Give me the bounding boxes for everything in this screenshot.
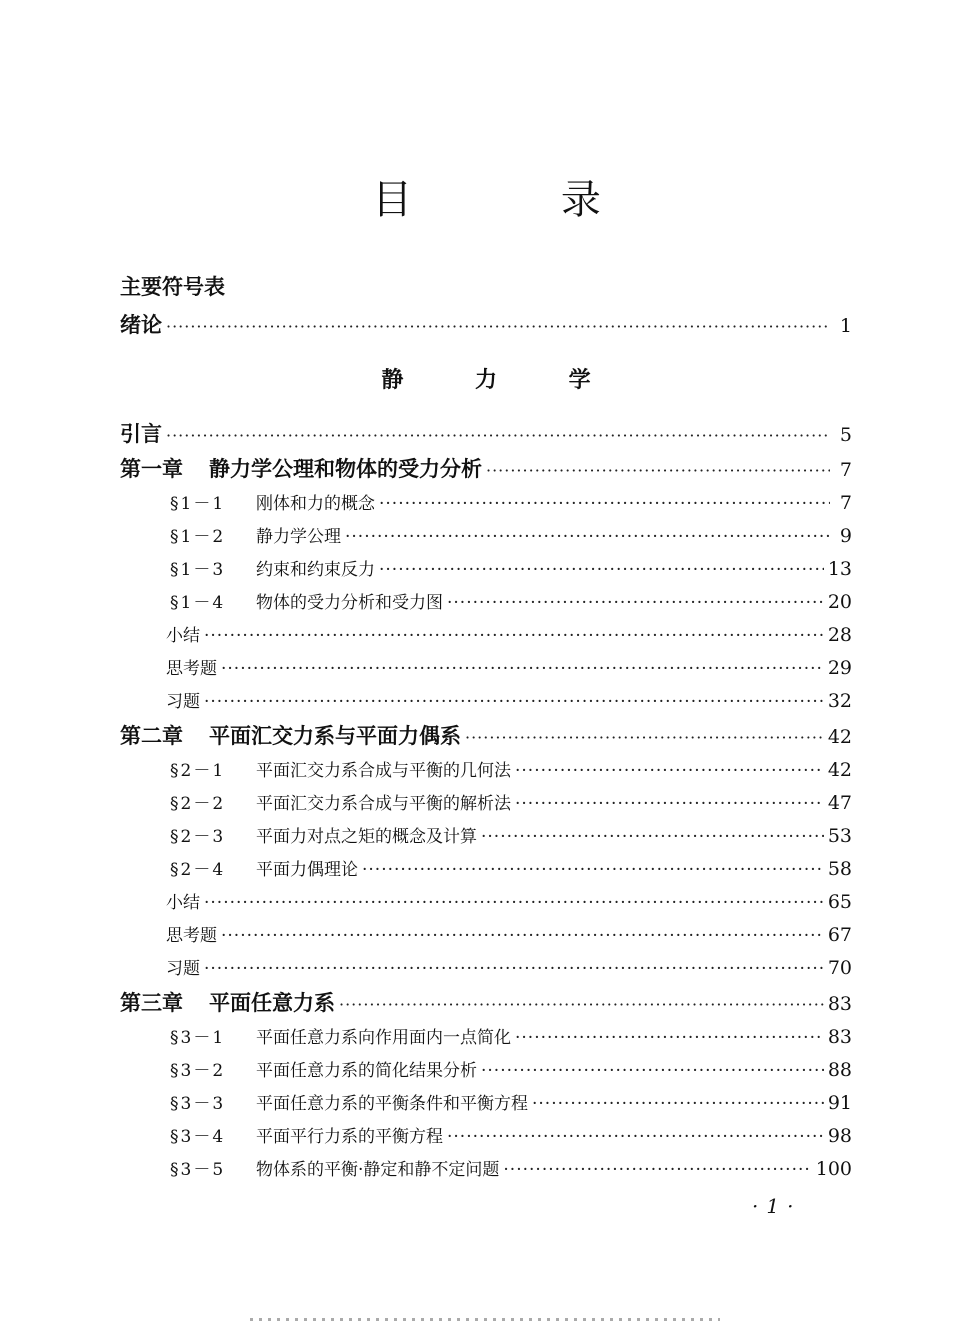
leader-dots	[204, 620, 824, 653]
toc-page-number: 53	[827, 825, 852, 847]
toc-sub-entry[interactable]	[120, 652, 852, 685]
toc-page-number: 9	[839, 525, 852, 547]
toc-section-heading	[170, 1088, 528, 1121]
toc-chapter-number: 第一章	[120, 457, 183, 481]
leader-dots	[204, 686, 824, 719]
toc-preface[interactable]	[120, 306, 852, 344]
toc-section-number: §3－1	[170, 1028, 226, 1048]
toc-sub-entry[interactable]	[120, 952, 852, 985]
toc-entry-label: 思考题	[166, 926, 217, 946]
toc-section-number: §1－1	[170, 494, 226, 514]
toc-entry-label: 小结	[166, 626, 200, 646]
leader-dots	[166, 419, 830, 452]
toc-chapter-title: 平面汇交力系与平面力偶系	[209, 724, 461, 748]
toc-sub-entry[interactable]	[120, 685, 852, 718]
toc-sub-entry[interactable]	[120, 619, 852, 652]
toc-section-title: 平面任意力系的简化结果分析	[256, 1061, 477, 1081]
leader-dots	[447, 1121, 824, 1154]
toc-entry-label: 习题	[166, 959, 200, 979]
toc-section[interactable]	[120, 853, 852, 886]
toc-section-title: 平面汇交力系合成与平衡的解析法	[256, 794, 511, 814]
toc-section-title: 物体系的平衡·静定和静不定问题	[256, 1160, 500, 1180]
toc-section[interactable]	[120, 1120, 852, 1153]
toc-section-number: §1－2	[170, 527, 226, 547]
toc-section-heading	[170, 1121, 443, 1154]
toc-page-number: 28	[827, 624, 852, 646]
toc-section-heading	[170, 1022, 511, 1055]
leader-dots	[379, 554, 824, 587]
toc-page-number: 13	[827, 558, 852, 580]
toc-page-number: 83	[827, 1026, 852, 1048]
toc-entry-label: 引言	[120, 422, 162, 446]
toc-section-title: 平面力对点之矩的概念及计算	[256, 827, 477, 847]
toc-intro[interactable]	[120, 418, 852, 451]
toc-section-title: 约束和约束反力	[256, 560, 375, 580]
toc-chapter[interactable]	[120, 451, 852, 487]
leader-dots	[481, 821, 824, 854]
toc-entry-label: 思考题	[166, 659, 217, 679]
toc-section-heading	[170, 1154, 499, 1187]
toc-section-heading	[170, 488, 375, 521]
leader-dots	[481, 1055, 824, 1088]
part-heading: 静 力 学	[381, 368, 623, 393]
toc-page-number: 58	[827, 858, 852, 880]
toc-section-heading	[170, 521, 341, 554]
toc-section-number: §3－4	[170, 1127, 226, 1147]
toc-chapter-number: 第三章	[120, 991, 183, 1015]
toc-section-number: §2－3	[170, 827, 226, 847]
toc-entry-label: 习题	[166, 692, 200, 712]
toc-section[interactable]	[120, 553, 852, 586]
leader-dots	[447, 587, 824, 620]
toc-page-number: 20	[827, 591, 852, 613]
toc-section-heading	[170, 755, 511, 788]
toc-section-heading	[170, 587, 443, 620]
leader-dots	[221, 920, 824, 953]
toc-page-number: 47	[827, 792, 852, 814]
toc-page-number: 100	[815, 1158, 852, 1180]
toc-page-number: 42	[827, 759, 852, 781]
toc-section-title: 平面力偶理论	[256, 860, 358, 880]
scan-artifact	[250, 1318, 720, 1321]
toc-section[interactable]	[120, 487, 852, 520]
toc-section[interactable]	[120, 586, 852, 619]
toc-section-heading	[170, 821, 477, 854]
leader-dots	[204, 887, 824, 920]
toc-section-number: §3－2	[170, 1061, 226, 1081]
chapter-list	[120, 451, 852, 1186]
leader-dots	[515, 1022, 824, 1055]
toc-section-number: §1－4	[170, 593, 226, 613]
toc-page-number: 70	[827, 957, 852, 979]
toc-page-number: 7	[839, 492, 852, 514]
leader-dots	[339, 987, 824, 1023]
toc-section[interactable]	[120, 520, 852, 553]
leader-dots	[221, 653, 824, 686]
toc-symbols-table[interactable]	[120, 268, 852, 306]
toc-chapter[interactable]	[120, 985, 852, 1021]
toc-chapter-heading	[120, 718, 461, 754]
toc-sub-entry[interactable]	[120, 919, 852, 952]
toc-page-number: 42	[827, 726, 852, 748]
toc-section-number: §1－3	[170, 560, 226, 580]
toc-page-number: 67	[827, 924, 852, 946]
toc-section-title: 刚体和力的概念	[256, 494, 375, 514]
toc-section[interactable]	[120, 1087, 852, 1120]
page-folio: ·1·	[752, 1194, 802, 1218]
leader-dots	[362, 854, 824, 887]
page-title: 目 录	[372, 177, 669, 223]
toc-page-number: 88	[827, 1059, 852, 1081]
leader-dots	[166, 308, 830, 346]
toc-chapter-number: 第二章	[120, 724, 183, 748]
toc-section-number: §2－2	[170, 794, 226, 814]
toc-section-number: §2－1	[170, 761, 226, 781]
toc-page-number: 83	[827, 993, 852, 1015]
toc-section[interactable]	[120, 820, 852, 853]
toc-page-number: 98	[827, 1125, 852, 1147]
toc-sub-entry[interactable]	[120, 886, 852, 919]
toc-section-number: §3－5	[170, 1160, 226, 1180]
toc-section-number: §3－3	[170, 1094, 226, 1114]
leader-dots	[515, 755, 824, 788]
toc-page-number: 29	[827, 657, 852, 679]
toc-section[interactable]	[120, 1054, 852, 1087]
toc-section[interactable]	[120, 754, 852, 787]
toc-section-title: 平面汇交力系合成与平衡的几何法	[256, 761, 511, 781]
toc-section[interactable]	[120, 1153, 852, 1186]
toc-page-number: 91	[827, 1092, 852, 1114]
toc-section-heading	[170, 554, 375, 587]
leader-dots	[503, 1154, 811, 1187]
leader-dots	[486, 453, 830, 489]
leader-dots	[204, 953, 824, 986]
toc-entry-label: 小结	[166, 893, 200, 913]
table-of-contents	[120, 268, 852, 1186]
toc-section-heading	[170, 1055, 477, 1088]
toc-section-title: 静力学公理	[256, 527, 341, 547]
toc-page-number: 32	[827, 690, 852, 712]
toc-page-number: 5	[839, 424, 852, 446]
toc-section[interactable]	[120, 1021, 852, 1054]
toc-chapter[interactable]	[120, 718, 852, 754]
leader-dots	[532, 1088, 824, 1121]
toc-entry-label: 主要符号表	[120, 275, 225, 299]
toc-section-heading	[170, 788, 511, 821]
toc-section-title: 平面平行力系的平衡方程	[256, 1127, 443, 1147]
leader-dots	[379, 488, 830, 521]
toc-chapter-heading	[120, 451, 482, 487]
toc-chapter-title: 静力学公理和物体的受力分析	[209, 457, 482, 481]
toc-entry-label: 绪论	[120, 313, 162, 337]
toc-section-heading	[170, 854, 358, 887]
toc-chapter-title: 平面任意力系	[209, 991, 335, 1015]
leader-dots	[345, 521, 830, 554]
toc-section-title: 平面任意力系的平衡条件和平衡方程	[256, 1094, 528, 1114]
leader-dots	[515, 788, 824, 821]
toc-page-number: 7	[839, 459, 852, 481]
toc-page-number: 1	[839, 315, 852, 337]
toc-chapter-heading	[120, 985, 335, 1021]
toc-page-number: 65	[827, 891, 852, 913]
leader-dots	[465, 720, 824, 756]
toc-section-number: §2－4	[170, 860, 226, 880]
toc-section-title: 平面任意力系向作用面内一点简化	[256, 1028, 511, 1048]
toc-section-title: 物体的受力分析和受力图	[256, 593, 443, 613]
toc-section[interactable]	[120, 787, 852, 820]
